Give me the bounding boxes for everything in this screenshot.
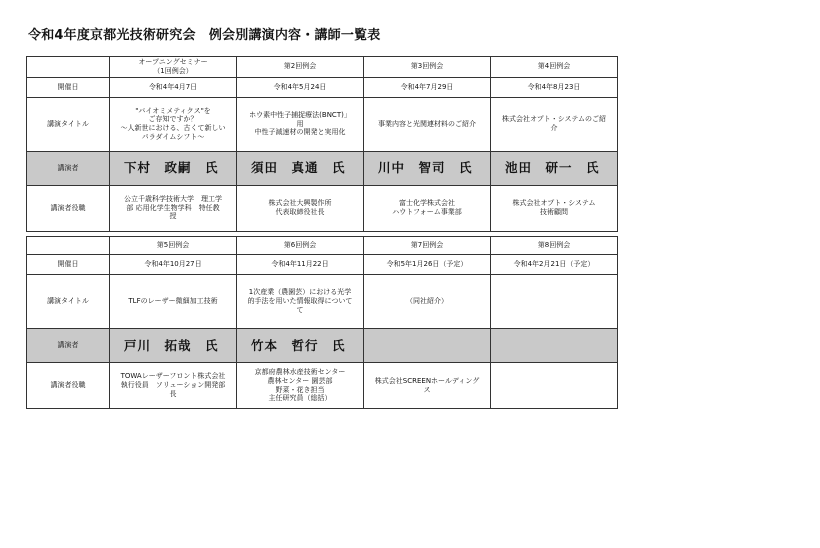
row-label-talk-title: 講演タイトル	[27, 275, 110, 329]
role-cell: 株式会社SCREENホールディング ス	[364, 363, 491, 409]
talk-title-row	[27, 97, 618, 151]
speaker-cell: 須田 真通 氏	[237, 151, 364, 185]
date-cell: 令和4年4月7日	[110, 77, 237, 97]
role-row	[27, 363, 618, 409]
session-header: 第2回例会	[237, 57, 364, 78]
speaker-cell: 下村 政嗣 氏	[110, 151, 237, 185]
talk-title-cell: （同社紹介）	[364, 275, 491, 329]
row-label-role: 講演者役職	[27, 185, 110, 231]
row-label-role: 講演者役職	[27, 363, 110, 409]
date-cell: 令和4年2月21日（予定）	[491, 255, 618, 275]
schedule-table-1	[26, 56, 618, 232]
speaker-cell: 川中 智司 氏	[364, 151, 491, 185]
page-title: 令和4年度京都光技術研究会 例会別講演内容・講師一覧表	[28, 28, 381, 43]
talk-title-cell: ホウ素中性子捕捉療法(BNCT)」 用 中性子減速材の開発と実用化	[237, 97, 364, 151]
session-header: 第5回例会	[110, 237, 237, 255]
speaker-cell: 戸川 拓哉 氏	[110, 329, 237, 363]
role-cell: 京都府農林水産技術センター 農林センター 園芸部 野菜・花き担当 主任研究員（総括）	[237, 363, 364, 409]
date-cell: 令和4年5月24日	[237, 77, 364, 97]
date-cell: 令和4年8月23日	[491, 77, 618, 97]
role-cell	[491, 363, 618, 409]
speaker-cell: 池田 研一 氏	[491, 151, 618, 185]
speaker-cell-empty	[364, 329, 491, 363]
row-label-date: 開催日	[27, 255, 110, 275]
row-label-talk-title: 講演タイトル	[27, 97, 110, 151]
row-label-speaker: 講演者	[27, 329, 110, 363]
row-label-speaker: 講演者	[27, 151, 110, 185]
schedule-table-2	[26, 236, 618, 409]
talk-title-cell	[491, 275, 618, 329]
date-row	[27, 77, 618, 97]
speaker-cell: 竹本 哲行 氏	[237, 329, 364, 363]
date-cell: 令和4年10月27日	[110, 255, 237, 275]
row-label-date: 開催日	[27, 77, 110, 97]
corner-cell	[27, 237, 110, 255]
talk-title-cell: 事業内容と光関連材料のご紹介	[364, 97, 491, 151]
talk-title-cell: 株式会社オプト・システムのご紹 介	[491, 97, 618, 151]
session-header: 第3回例会	[364, 57, 491, 78]
talk-title-cell: 1次産業（農園芸）における光学 的手法を用いた情報取得について て	[237, 275, 364, 329]
date-cell: 令和5年1月26日（予定）	[364, 255, 491, 275]
session-header: 第8回例会	[491, 237, 618, 255]
speaker-cell-empty	[491, 329, 618, 363]
corner-cell	[27, 57, 110, 78]
role-row	[27, 185, 618, 231]
talk-title-cell: "バイオミメティクス"を ご存知ですか？ ～人新世における、古くて新しい パラダイムシフト～	[110, 97, 237, 151]
speaker-row	[27, 329, 618, 363]
role-cell: 株式会社オプト・システム 技術顧問	[491, 185, 618, 231]
speaker-row	[27, 151, 618, 185]
header-row	[27, 57, 618, 78]
header-row	[27, 237, 618, 255]
session-header: オープニングセミナー （1回例会）	[110, 57, 237, 78]
session-header: 第6回例会	[237, 237, 364, 255]
role-cell: TOWAレーザーフロント株式会社 執行役員 ソリューション開発部 長	[110, 363, 237, 409]
role-cell: 公立千歳科学技術大学 理工学 部 応用化学生物学科 特任教 授	[110, 185, 237, 231]
date-cell: 令和4年7月29日	[364, 77, 491, 97]
talk-title-cell: TLFのレーザー微細加工技術	[110, 275, 237, 329]
role-cell: 株式会社大興製作所 代表取締役社長	[237, 185, 364, 231]
role-cell: 富士化学株式会社 ハウトフォーム事業部	[364, 185, 491, 231]
talk-title-row	[27, 275, 618, 329]
date-cell: 令和4年11月22日	[237, 255, 364, 275]
date-row	[27, 255, 618, 275]
session-header: 第4回例会	[491, 57, 618, 78]
session-header: 第7回例会	[364, 237, 491, 255]
